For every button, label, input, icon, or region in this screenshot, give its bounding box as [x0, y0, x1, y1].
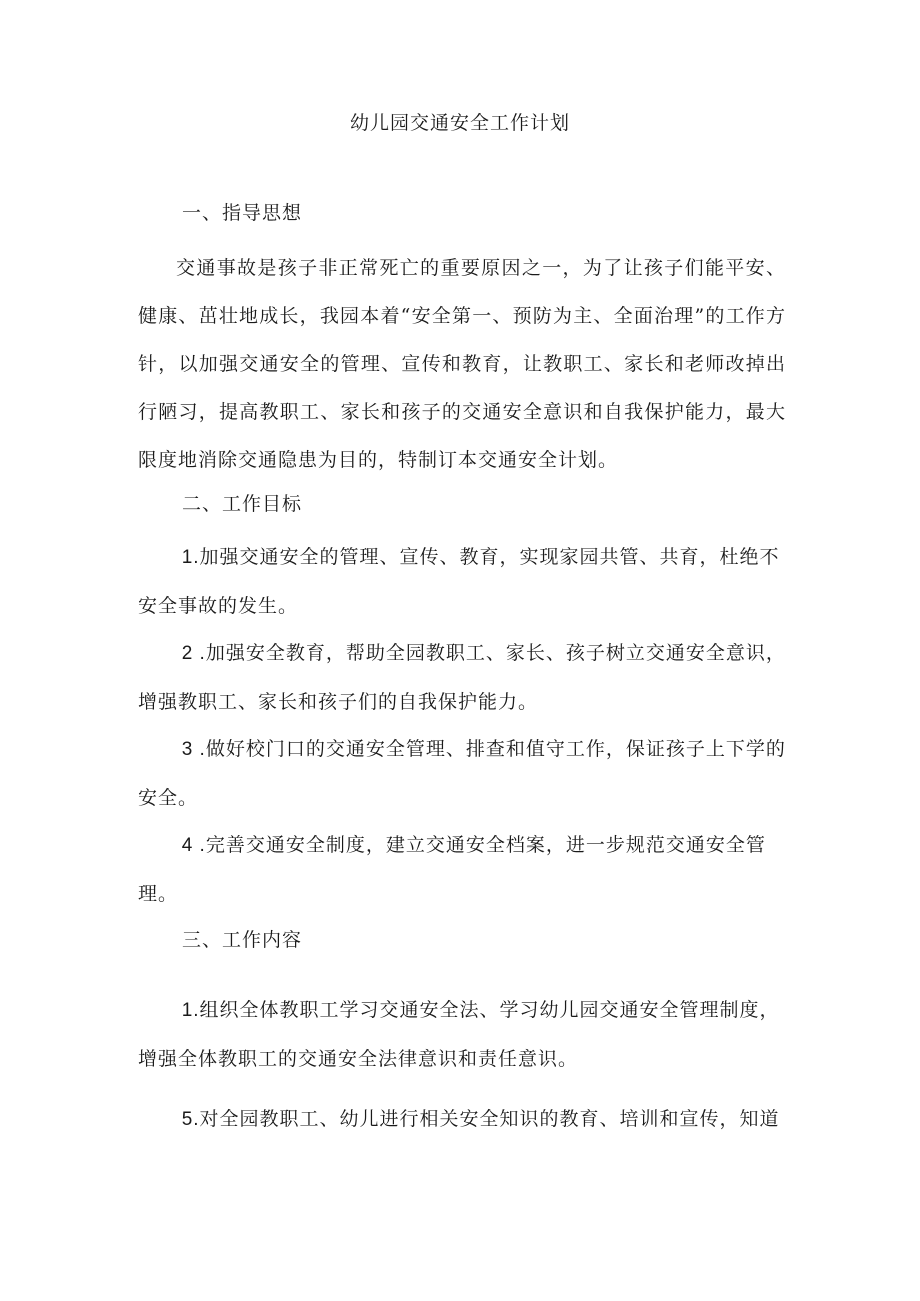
page-title: 幼儿园交通安全工作计划	[349, 112, 570, 134]
section-heading-work-content: 三、工作内容	[182, 929, 303, 951]
goal-item-4	[138, 821, 786, 918]
goal-item-1-text: 加强交通安全的管理、宣传、教育，实现家园共管、共育，杜绝不安全事故的发生。	[138, 546, 780, 617]
content-item-5-text: 对全园教职工、幼儿进行相关安全知识的教育、培训和宣传，知道	[199, 1108, 780, 1130]
goal-item-2-number: 2 .	[181, 643, 206, 664]
goal-item-3	[138, 725, 786, 822]
content-item-1	[138, 986, 786, 1083]
section-heading-work-goals: 二、工作目标	[182, 493, 303, 515]
goal-item-1-number: 1.	[181, 547, 200, 568]
goal-item-4-number: 4 .	[181, 835, 206, 856]
goal-item-2	[138, 629, 786, 726]
content-item-1-number: 1.	[181, 1000, 200, 1021]
goal-item-4-text: 完善交通安全制度，建立交通安全档案，进一步规范交通安全管理。	[138, 834, 766, 905]
goal-item-3-number: 3 .	[181, 739, 206, 760]
goal-item-1	[138, 533, 786, 630]
section-heading-guiding-thought: 一、指导思想	[182, 202, 303, 224]
goal-item-3-text: 做好校门口的交通安全管理、排查和值守工作，保证孩子上下学的安全。	[138, 738, 786, 809]
content-item-5-number: 5.	[181, 1109, 200, 1130]
section-body-guiding-thought: 交通事故是孩子非正常死亡的重要原因之一，为了让孩子们能平安、健康、茁壮地成长，我园本着“安全第一、预防为主、全面治理”的工作方针，以加强交通安全的管理、宣传和教育，让教职工、家长和老师改掉出行陋习，提高教职工、家长和孩子的交通安全意识和自我保护能力，最大限度地消除交通隐患为目的，特制订本交通安全计划。	[138, 257, 786, 471]
content-item-1-text: 组织全体教职工学习交通安全法、学习幼儿园交通安全管理制度，增强全体教职工的交通安全法律意识和责任意识。	[138, 999, 780, 1070]
goal-item-2-text: 加强安全教育，帮助全园教职工、家长、孩子树立交通安全意识，增强教职工、家长和孩子们的自我保护能力。	[138, 642, 786, 713]
content-item-5	[138, 1095, 786, 1143]
